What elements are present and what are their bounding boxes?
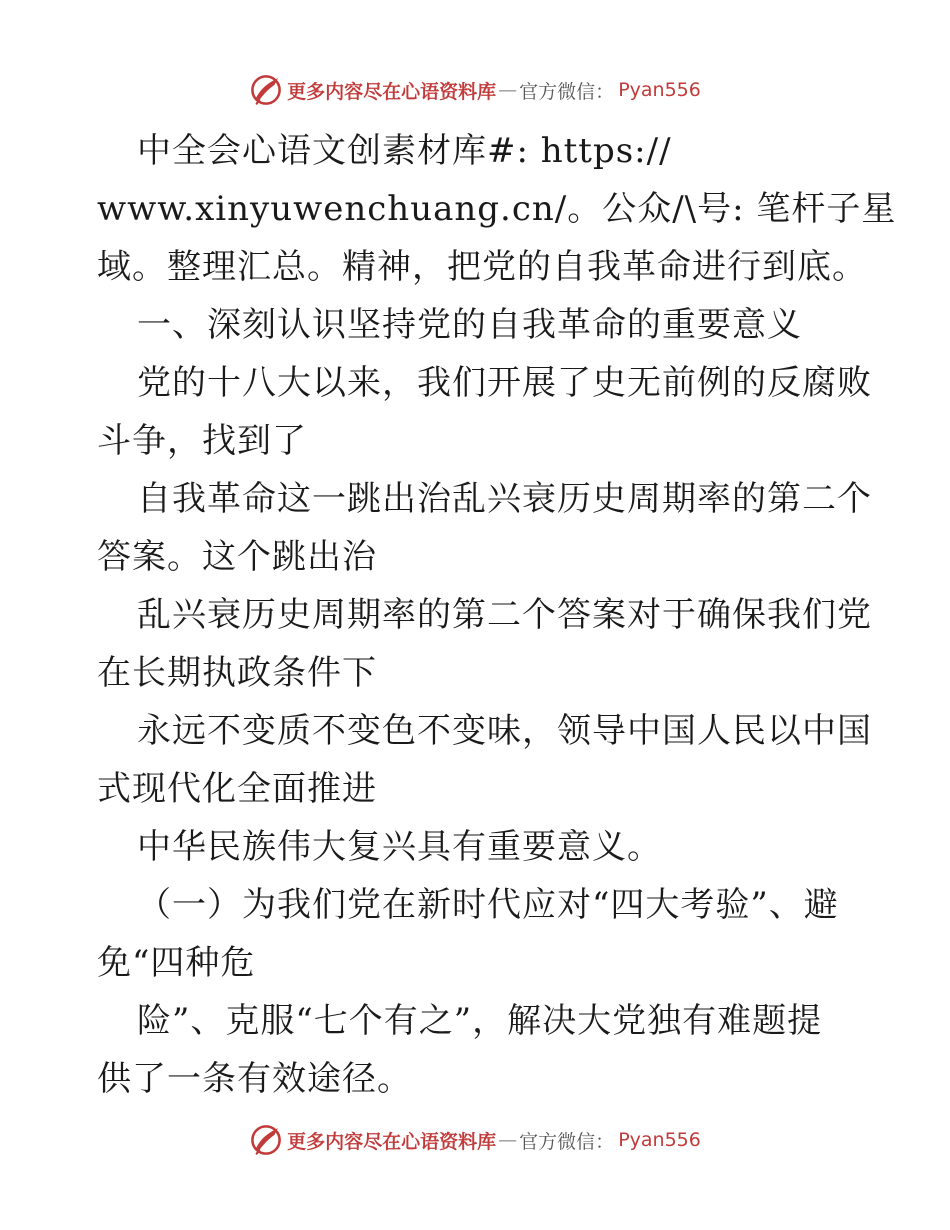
banner-main-text: 更多内容尽在心语资料库 [287,80,497,103]
pen-logo-icon [249,1123,283,1157]
section-heading: 一、深刻认识坚持党的自我革命的重要意义 [137,305,802,345]
text-line: 中华民族伟大复兴具有重要意义。 [137,827,662,867]
text-line: 险”、克服“七个有之”，解决大党独有难题提 [137,1001,823,1041]
text-line: 供了一条有效途径。 [97,1059,412,1099]
text-line: 永远不变质不变色不变味，领导中国人民以中国 [137,711,872,751]
subsection-heading: （一）为我们党在新时代应对“四大考验”、避 [137,885,839,925]
text-line: 免“四种危 [97,943,256,983]
text-line: 党的十八大以来，我们开展了史无前例的反腐败 [137,363,872,403]
text-line: 域。整理汇总。精神，把党的自我革命进行到底。 [97,247,867,287]
banner-main-text: 更多内容尽在心语资料库 [287,1130,497,1153]
text-line: 斗争，找到了 [97,421,307,461]
banner-dash: — [498,79,518,101]
text-line: 自我革命这一跳出治乱兴衰历史周期率的第二个 [137,479,872,519]
text-line: 式现代化全面推进 [97,769,377,809]
banner-label: 官方微信： [519,80,615,103]
text-line: 在长期执政条件下 [97,653,377,693]
document-body [97,122,897,1108]
banner-wechat-id: Pyan556 [618,79,701,101]
banner-wechat-id: Pyan556 [618,1129,701,1151]
banner-dash: — [498,1129,518,1151]
text-line: 乱兴衰历史周期率的第二个答案对于确保我们党 [137,595,872,635]
header-banner [0,70,950,110]
banner-label: 官方微信： [519,1130,615,1153]
text-line: www.xinyuwenchuang.cn/。公众/\号: 笔杆子星 [97,189,897,229]
pen-logo-icon [249,73,283,107]
text-line: 答案。这个跳出治 [97,537,377,577]
footer-banner [0,1120,950,1160]
text-line: 中全会心语文创素材库#: https:// [137,131,672,171]
